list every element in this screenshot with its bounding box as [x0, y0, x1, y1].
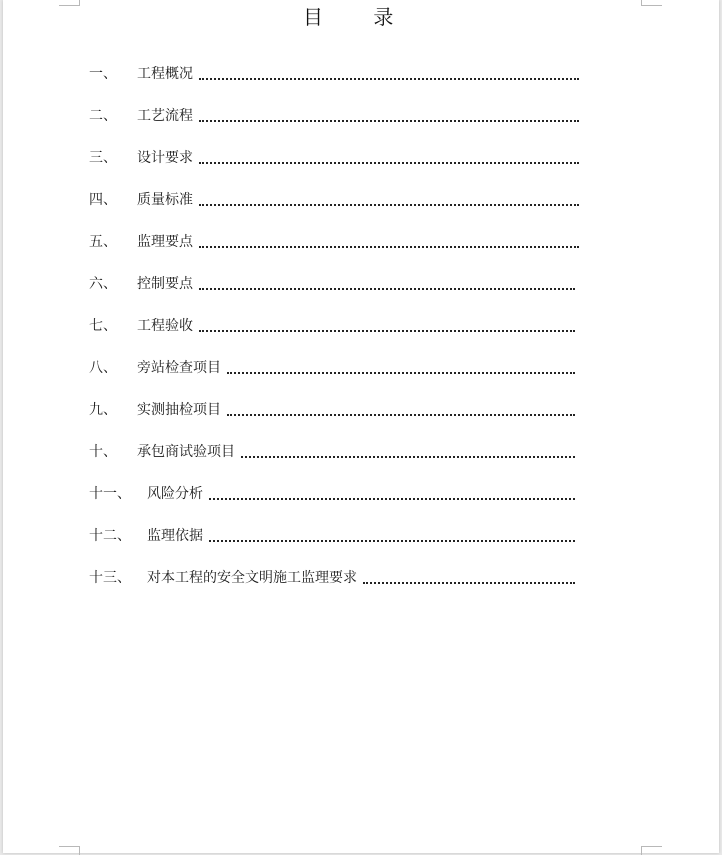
toc-entry-number: 十三、 [89, 570, 131, 586]
toc-entry-label: 质量标准 [137, 192, 193, 208]
crop-mark-bottom-right [641, 846, 662, 855]
toc-dot-leader [363, 568, 575, 584]
toc-entry-label: 监理要点 [137, 234, 193, 250]
toc-entry[interactable] [89, 316, 579, 358]
toc-entry-label: 工程验收 [137, 318, 193, 334]
toc-dot-leader [227, 400, 575, 416]
toc-entry-number: 四、 [89, 192, 117, 208]
toc-entry-number: 五、 [89, 234, 117, 250]
toc-entry-number: 十二、 [89, 528, 131, 544]
toc-entry[interactable] [89, 106, 579, 148]
toc-dot-leader [199, 232, 579, 248]
toc-entry-number: 六、 [89, 276, 117, 292]
toc-entry-label: 实测抽检项目 [137, 402, 221, 418]
toc-entry[interactable] [89, 148, 579, 190]
toc-entry[interactable] [89, 190, 579, 232]
toc-entry[interactable] [89, 568, 579, 610]
toc-entry[interactable] [89, 400, 579, 442]
toc-entry-number: 十一、 [89, 486, 131, 502]
toc-entry-label: 工艺流程 [137, 108, 193, 124]
toc-dot-leader [199, 316, 575, 332]
toc-entry[interactable] [89, 274, 579, 316]
toc-entry-label: 工程概况 [137, 66, 193, 82]
toc-entry-number: 十、 [89, 444, 117, 460]
toc-entry-label: 控制要点 [137, 276, 193, 292]
toc-dot-leader [199, 64, 579, 80]
toc-entry[interactable] [89, 442, 579, 484]
crop-mark-top-right [641, 0, 662, 6]
toc-entry[interactable] [89, 232, 579, 274]
toc-entry-number: 二、 [89, 108, 117, 124]
toc-dot-leader [227, 358, 575, 374]
toc-dot-leader [209, 526, 575, 542]
toc-entry[interactable] [89, 64, 579, 106]
toc-entry-label: 旁站检查项目 [137, 360, 221, 376]
table-of-contents [89, 64, 579, 610]
crop-mark-bottom-left [59, 846, 80, 855]
toc-entry-number: 一、 [89, 66, 117, 82]
toc-title: 目 录 [303, 5, 416, 29]
toc-entry-label: 对本工程的安全文明施工监理要求 [147, 570, 357, 586]
toc-entry-label: 设计要求 [137, 150, 193, 166]
toc-dot-leader [241, 442, 575, 458]
toc-dot-leader [199, 106, 579, 122]
toc-entry-label: 监理依据 [147, 528, 203, 544]
toc-dot-leader [199, 148, 579, 164]
toc-entry[interactable] [89, 526, 579, 568]
toc-dot-leader [199, 190, 579, 206]
toc-dot-leader [199, 274, 575, 290]
toc-dot-leader [209, 484, 575, 500]
toc-entry-label: 风险分析 [147, 486, 203, 502]
crop-mark-top-left [59, 0, 80, 6]
toc-entry-number: 九、 [89, 402, 117, 418]
toc-entry-number: 七、 [89, 318, 117, 334]
toc-entry-number: 三、 [89, 150, 117, 166]
toc-entry[interactable] [89, 358, 579, 400]
toc-entry-label: 承包商试验项目 [137, 444, 235, 460]
toc-entry[interactable] [89, 484, 579, 526]
toc-entry-number: 八、 [89, 360, 117, 376]
document-page [3, 0, 719, 853]
